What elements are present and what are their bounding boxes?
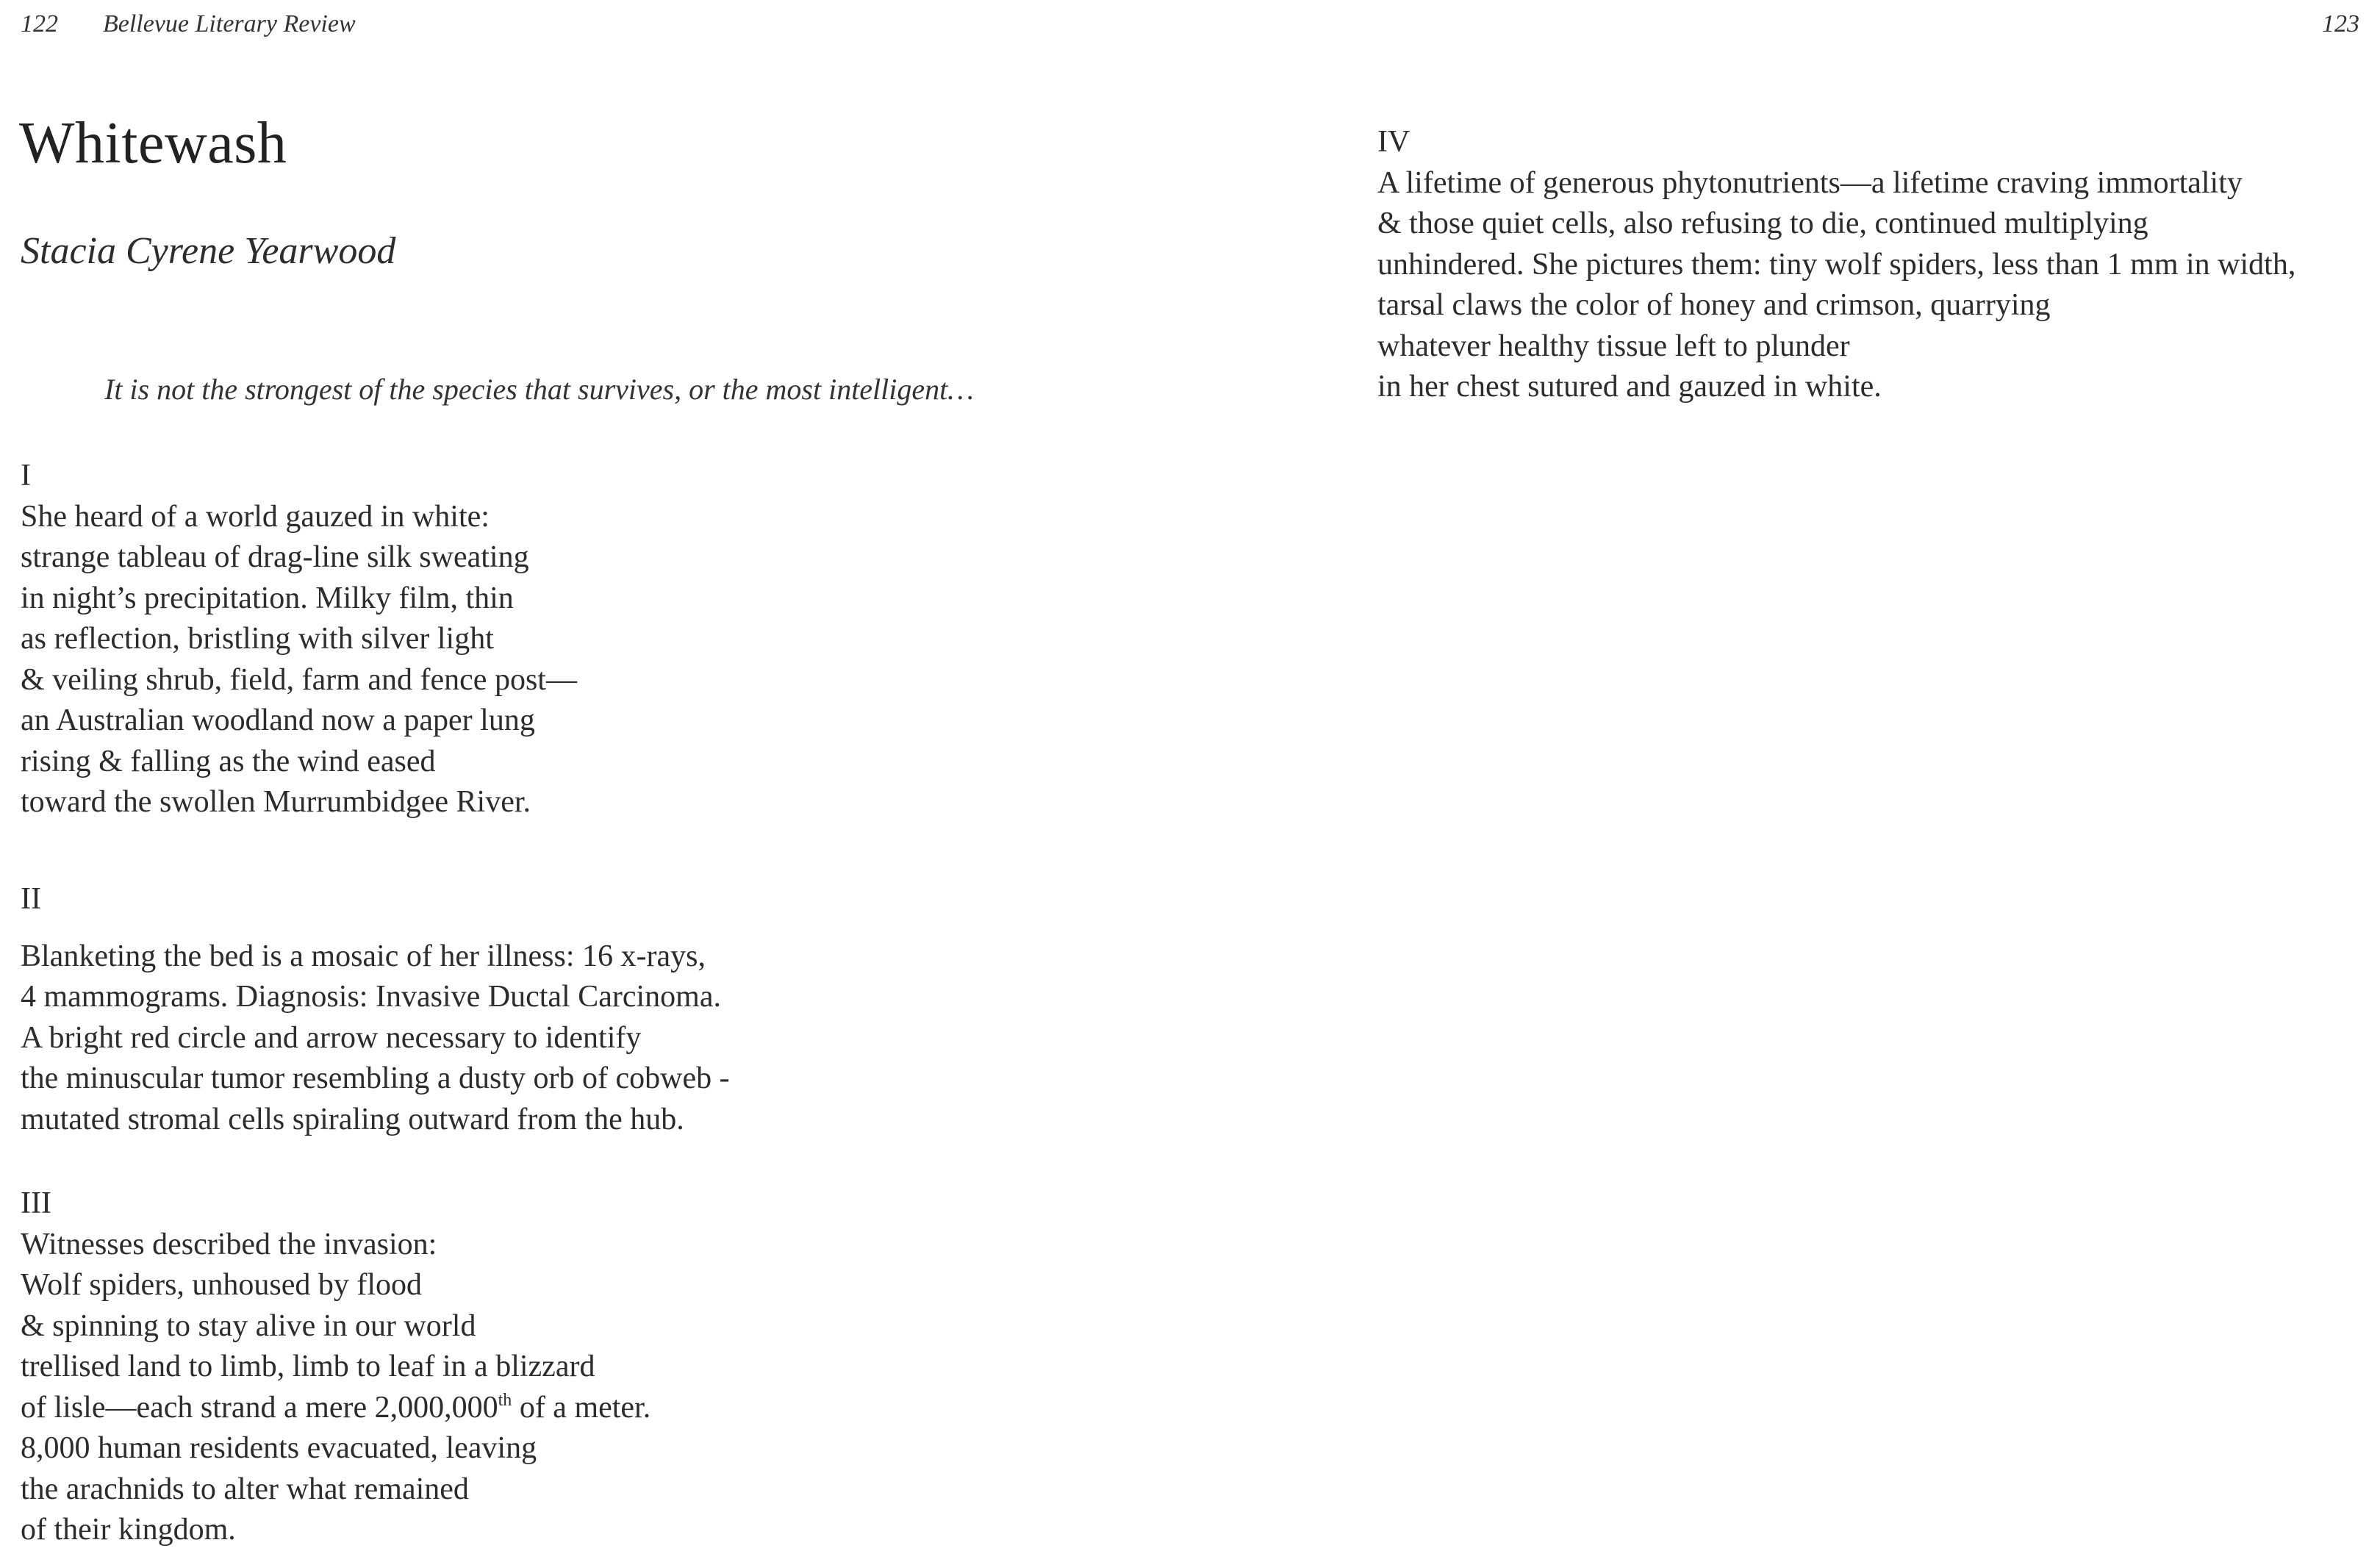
poem-title: Whitewash: [19, 111, 287, 176]
poem-line: mutated stromal cells spiraling outward from the hub.: [21, 1102, 684, 1136]
poem-line: the minuscular tumor resembling a dusty orb of cobweb -: [21, 1061, 730, 1095]
poem-line: as reflection, bristling with silver light: [21, 622, 494, 656]
poem-line: in night’s precipitation. Milky film, thin: [21, 581, 514, 615]
poem-line: & veiling shrub, field, farm and fence post—: [21, 662, 577, 697]
section-numeral: III: [21, 1186, 51, 1220]
poem-line: Wolf spiders, unhoused by flood: [21, 1268, 423, 1302]
running-head-left: [21, 10, 356, 38]
poem-line: the arachnids to alter what remained: [21, 1472, 469, 1506]
section-numeral: I: [21, 459, 31, 492]
poem-line: tarsal claws the color of honey and crimson, quarrying: [1377, 288, 2051, 322]
poem-line: whatever healthy tissue left to plunder: [1377, 329, 1850, 363]
poem-line: toward the swollen Murrumbidgee River.: [21, 785, 531, 819]
poem-author: Stacia Cyrene Yearwood: [21, 230, 396, 272]
line-text: of lisle—each strand a mere 2,000,000: [21, 1390, 498, 1425]
poem-line: She heard of a world gauzed in white:: [21, 499, 490, 534]
poem-line: A lifetime of generous phytonutrients—a lifetime craving immortality: [1377, 165, 2243, 200]
poem-line: 4 mammograms. Diagnosis: Invasive Ductal Carcinoma.: [21, 980, 721, 1014]
page-number-left: 122: [21, 10, 58, 37]
journal-title: Bellevue Literary Review: [103, 10, 356, 37]
poem-line: rising & falling as the wind eased: [21, 744, 436, 778]
poem-line: & those quiet cells, also refusing to die, continued multiplying: [1377, 207, 2148, 240]
ordinal-superscript: th: [498, 1390, 512, 1410]
poem-line: of their kingdom.: [21, 1513, 236, 1547]
poem-line: Witnesses described the invasion:: [21, 1227, 437, 1261]
poem-line: unhindered. She pictures them: tiny wolf spiders, less than 1 mm in width,: [1377, 247, 2296, 282]
poem-section-4: [1377, 122, 2295, 408]
poem-line: in her chest sutured and gauzed in white.: [1377, 370, 1882, 404]
poem-line: 8,000 human residents evacuated, leaving: [21, 1431, 537, 1465]
poem-line: an Australian woodland now a paper lung: [21, 703, 535, 737]
poem-line-superscript: [21, 1388, 650, 1429]
poem-line: & spinning to stay alive in our world: [21, 1308, 476, 1343]
poem-line: strange tableau of drag-line silk sweating: [21, 540, 529, 574]
line-text: of a meter.: [512, 1390, 651, 1425]
poem-section-1: [21, 456, 577, 823]
poem-section-3: [21, 1183, 650, 1551]
section-numeral: II: [21, 882, 41, 916]
poem-line: A bright red circle and arrow necessary to identify: [21, 1020, 642, 1055]
poem-section-2: [21, 879, 730, 1140]
page-number-right: 123: [2322, 10, 2359, 37]
left-page: [0, 0, 1190, 1547]
poem-epigraph: It is not the strongest of the species that survives, or the most intelligent…: [104, 373, 974, 406]
running-head-right: [2322, 10, 2359, 38]
poem-line: trellised land to limb, limb to leaf in a blizzard: [21, 1350, 595, 1383]
poem-line: Blanketing the bed is a mosaic of her illness: 16 x-rays,: [21, 939, 706, 973]
section-numeral: IV: [1377, 125, 1411, 159]
